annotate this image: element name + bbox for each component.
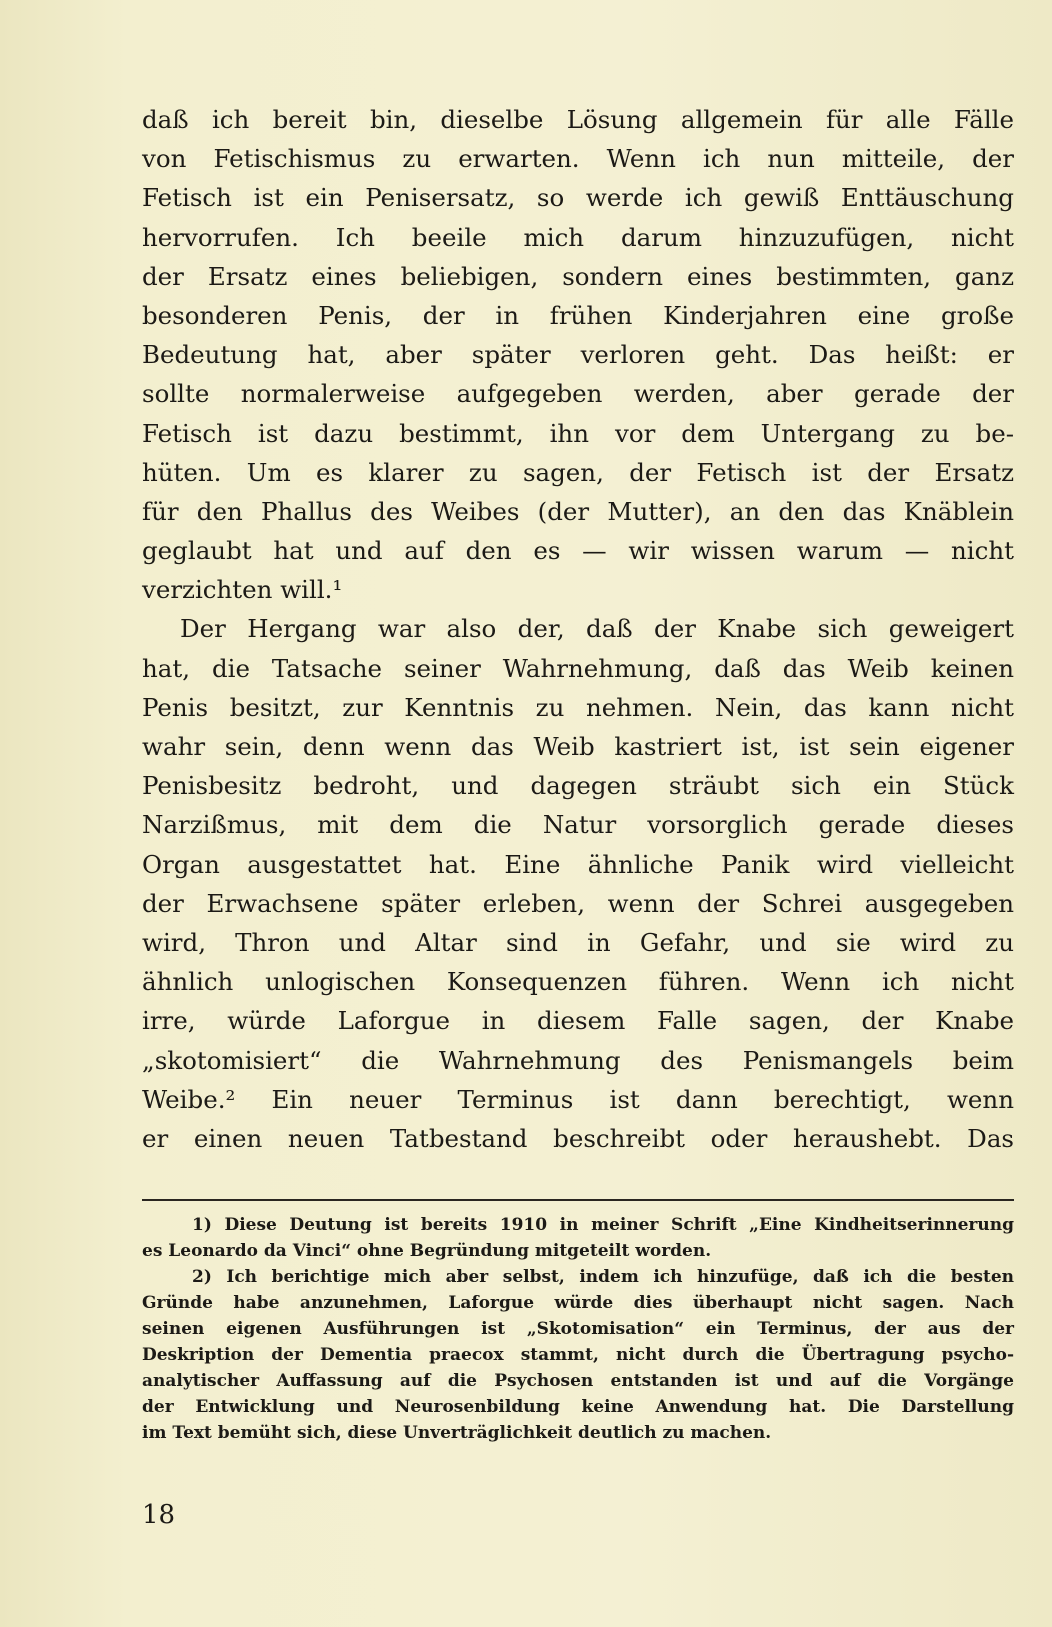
footnote-line: Deskription der Dementia praecox stammt, nicht durch die Übertragung psycho- — [142, 1345, 1014, 1365]
text-line: Penis besitzt, zur Kenntnis zu nehmen. Nein, das kann nicht — [142, 692, 1014, 722]
text-line: besonderen Penis, der in frühen Kinderjahren eine große — [142, 300, 1014, 330]
text-line: verzichten will.¹ — [142, 575, 343, 605]
text-line: hüten. Um es klarer zu sagen, der Fetisch ist der Ersatz — [142, 457, 1014, 487]
text-line: von Fetischismus zu erwarten. Wenn ich nun mitteile, der — [142, 144, 1014, 174]
footnote-line: 2) Ich berichtige mich aber selbst, indem ich hinzufüge, daß ich die besten — [192, 1267, 1014, 1287]
footnote-line: analytischer Auffassung auf die Psychosen entstanden ist und auf die Vorgänge — [142, 1371, 1014, 1391]
footnote-line: der Entwicklung und Neurosenbildung keine Anwendung hat. Die Darstellung — [142, 1397, 1014, 1417]
text-line: wahr sein, denn wenn das Weib kastriert ist, ist sein eigener — [142, 732, 1014, 761]
text-line: Fetisch ist dazu bestimmt, ihn vor dem Untergang zu be- — [142, 418, 1014, 448]
text-line: hervorrufen. Ich beeile mich darum hinzuzufügen, nicht — [142, 222, 1014, 252]
text-line: sollte normalerweise aufgegeben werden, aber gerade der — [142, 379, 1014, 409]
text-line: Penisbesitz bedroht, und dagegen sträubt sich ein Stück — [142, 771, 1014, 801]
text-line: für den Phallus des Weibes (der Mutter), an den das Knäblein — [142, 496, 1014, 526]
text-line: irre, würde Laforgue in diesem Falle sagen, der Knabe — [142, 1006, 1014, 1036]
text-line: der Erwachsene später erleben, wenn der Schrei ausgegeben — [142, 888, 1014, 918]
text-line: Weibe.² Ein neuer Terminus ist dann berechtigt, wenn — [142, 1084, 1014, 1114]
text-line: daß ich bereit bin, dieselbe Lösung allgemein für alle Fälle — [142, 105, 1014, 134]
text-line: Fetisch ist ein Penisersatz, so werde ich gewiß Enttäuschung — [142, 183, 1014, 213]
text-line: der Ersatz eines beliebigen, sondern eines bestimmten, ganz — [142, 261, 1014, 291]
footnote-line: 1) Diese Deutung ist bereits 1910 in meiner Schrift „Eine Kindheitserinnerung — [192, 1215, 1014, 1235]
footnote-line: seinen eigenen Ausführungen ist „Skotomisation“ ein Terminus, der aus der — [142, 1319, 1014, 1339]
text-line: Organ ausgestattet hat. Eine ähnliche Panik wird vielleicht — [142, 849, 1014, 879]
text-line: wird, Thron und Altar sind in Gefahr, und sie wird zu — [142, 927, 1014, 957]
text-line: Narzißmus, mit dem die Natur vorsorglich gerade dieses — [142, 810, 1014, 840]
footnote-line: es Leonardo da Vinci“ ohne Begründung mitgeteilt worden. — [142, 1241, 712, 1261]
main-text-body — [142, 100, 1014, 1158]
footnotes — [142, 1212, 1014, 1446]
text-line: er einen neuen Tatbestand beschreibt oder heraushebt. Das — [142, 1123, 1014, 1153]
text-line: „skotomisiert“ die Wahrnehmung des Penismangels beim — [142, 1045, 1014, 1075]
text-line: ähnlich unlogischen Konsequenzen führen. Wenn ich nicht — [142, 967, 1014, 997]
page-number: 18 — [142, 1500, 176, 1530]
text-line: geglaubt hat und auf den es — wir wissen warum — nicht — [142, 536, 1014, 566]
footnote-divider — [142, 1199, 1014, 1201]
text-line: hat, die Tatsache seiner Wahrnehmung, daß das Weib keinen — [142, 653, 1014, 683]
text-line: Bedeutung hat, aber später verloren geht. Das heißt: er — [142, 340, 1014, 370]
text-line: Der Hergang war also der, daß der Knabe sich geweigert — [180, 614, 1014, 644]
footnote-line: Gründe habe anzunehmen, Laforgue würde dies überhaupt nicht sagen. Nach — [142, 1293, 1014, 1313]
footnote-line: im Text bemüht sich, diese Unverträglichkeit deutlich zu machen. — [142, 1423, 772, 1443]
